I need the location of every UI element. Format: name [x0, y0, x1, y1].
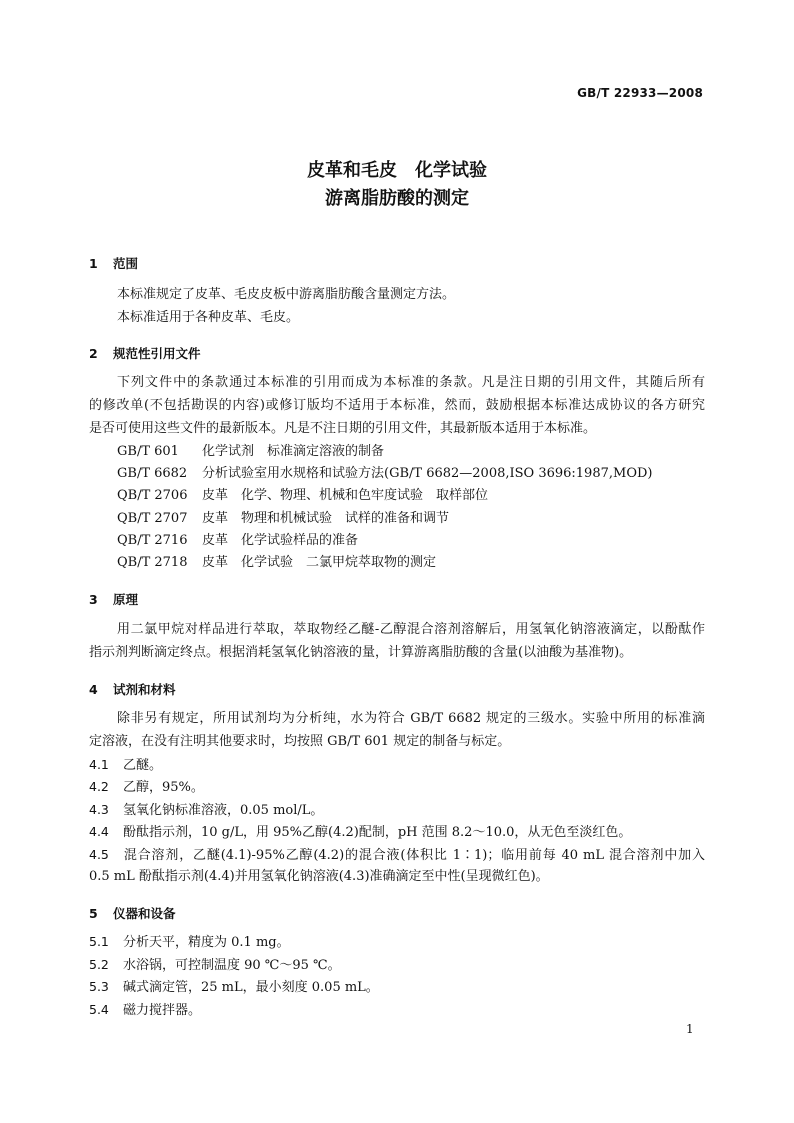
reference-code: GB/T 6682 [117, 466, 188, 481]
paragraph-line: 用二氯甲烷对样品进行萃取，萃取物经乙醚-乙醇混合溶剂溶解后，用氢氧化钠溶液滴定，以酚酞作 [117, 622, 705, 637]
paragraph-line: 下列文件中的条款通过本标准的引用而成为本标准的条款。凡是注日期的引用文件，其随后所有 [117, 375, 705, 390]
item-text: 酚酞指示剂，10 g/L，用 95%乙醇(4.2)配制，pH 范围 8.2～10.0，从无色至淡红色。 [123, 825, 632, 840]
document-title-line1: 皮革和毛皮 化学试验 [307, 160, 487, 181]
section-title: 范围 [113, 256, 139, 271]
section-title: 规范性引用文件 [113, 346, 201, 361]
section-1-heading [89, 254, 138, 272]
section-number: 2 [89, 346, 98, 361]
reference-item [117, 530, 358, 552]
section-5-heading [89, 904, 176, 922]
item-number: 4.3 [89, 802, 109, 817]
reference-code: GB/T 601 [117, 444, 179, 459]
reference-item [117, 485, 488, 507]
list-item [89, 999, 201, 1022]
item-number: 4.4 [89, 824, 109, 839]
item-number: 4.5 [89, 847, 109, 862]
paragraph: 本标准规定了皮革、毛皮皮板中游离脂肪酸含量测定方法。 [117, 287, 456, 302]
reference-code: QB/T 2706 [117, 488, 188, 503]
item-text: 乙醚。 [123, 758, 163, 773]
reference-item [117, 463, 652, 485]
item-number: 5.4 [89, 1002, 109, 1017]
reference-title: 皮革 化学试验 二氯甲烷萃取物的测定 [202, 555, 437, 570]
item-number: 5.1 [89, 934, 109, 949]
item-text: 氢氧化钠标准溶液，0.05 mol/L。 [123, 803, 324, 818]
list-item [89, 844, 705, 867]
paragraph-line: 指示剂判断滴定终点。根据消耗氢氧化钠溶液的量，计算游离脂肪酸的含量(以油酸为基准物)。 [89, 645, 633, 660]
list-item [89, 776, 204, 799]
reference-title: 化学试剂 标准滴定溶液的制备 [202, 444, 385, 459]
section-4-heading [89, 680, 176, 698]
reference-item [117, 508, 449, 530]
item-text: 混合溶剂，乙醚(4.1)-95%乙醇(4.2)的混合液(体积比 1∶1)；临用前每 40 mL 混合溶剂中加入 [123, 848, 705, 863]
page-number: 1 [686, 1022, 694, 1036]
item-text: 磁力搅拌器。 [123, 1003, 202, 1018]
list-item [89, 931, 290, 954]
section-title: 仪器和设备 [113, 906, 176, 921]
reference-code: QB/T 2716 [117, 533, 188, 548]
section-number: 5 [89, 906, 98, 921]
reference-title: 皮革 物理和机械试验 试样的准备和调节 [202, 511, 450, 526]
section-2-heading [89, 344, 201, 362]
paragraph-line: 除非另有规定，所用试剂均为分析纯，水为符合 GB/T 6682 规定的三级水。实验中所用的标准滴 [117, 711, 705, 726]
paragraph-line: 定溶液，在没有注明其他要求时，均按照 GB/T 601 规定的制备与标定。 [89, 734, 511, 749]
paragraph-line: 的修改单(不包括勘误的内容)或修订版均不适用于本标准，然而，鼓励根据本标准达成协议的各方研究 [89, 398, 705, 413]
list-item [89, 954, 341, 977]
paragraph-line: 是否可使用这些文件的最新版本。凡是不注日期的引用文件，其最新版本适用于本标准。 [89, 421, 597, 436]
item-number: 5.2 [89, 957, 109, 972]
section-title: 原理 [113, 592, 139, 607]
item-number: 4.1 [89, 757, 109, 772]
list-item [89, 754, 162, 777]
section-number: 3 [89, 592, 98, 607]
item-text: 分析天平，精度为 0.1 mg。 [123, 935, 290, 950]
reference-item [117, 441, 384, 463]
standard-number: GB/T 22933—2008 [577, 86, 703, 100]
item-text: 碱式滴定管，25 mL，最小刻度 0.05 mL。 [123, 980, 379, 995]
reference-title: 皮革 化学试验样品的准备 [202, 533, 359, 548]
section-title: 试剂和材料 [113, 682, 176, 697]
list-item [89, 821, 631, 844]
item-number: 5.3 [89, 979, 109, 994]
item-text: 水浴锅，可控制温度 90 ℃～95 ℃。 [123, 958, 341, 973]
section-3-heading [89, 590, 138, 608]
document-title-line2: 游离脂肪酸的测定 [325, 188, 469, 209]
reference-code: QB/T 2718 [117, 555, 188, 570]
reference-title: 皮革 化学、物理、机械和色牢度试验 取样部位 [202, 488, 489, 503]
paragraph: 本标准适用于各种皮革、毛皮。 [117, 310, 300, 325]
section-number: 1 [89, 256, 98, 271]
reference-code: QB/T 2707 [117, 511, 188, 526]
reference-title: 分析试验室用水规格和试验方法(GB/T 6682—2008,ISO 3696:1987,MOD) [202, 466, 653, 481]
list-item [89, 799, 323, 822]
list-item [89, 976, 379, 999]
item-number: 4.2 [89, 779, 109, 794]
section-number: 4 [89, 682, 98, 697]
list-item-continuation: 0.5 mL 酚酞指示剂(4.4)并用氢氧化钠溶液(4.3)准确滴定至中性(呈现微红色)。 [89, 869, 549, 884]
reference-item [117, 552, 436, 574]
item-text: 乙醇，95%。 [123, 780, 204, 795]
